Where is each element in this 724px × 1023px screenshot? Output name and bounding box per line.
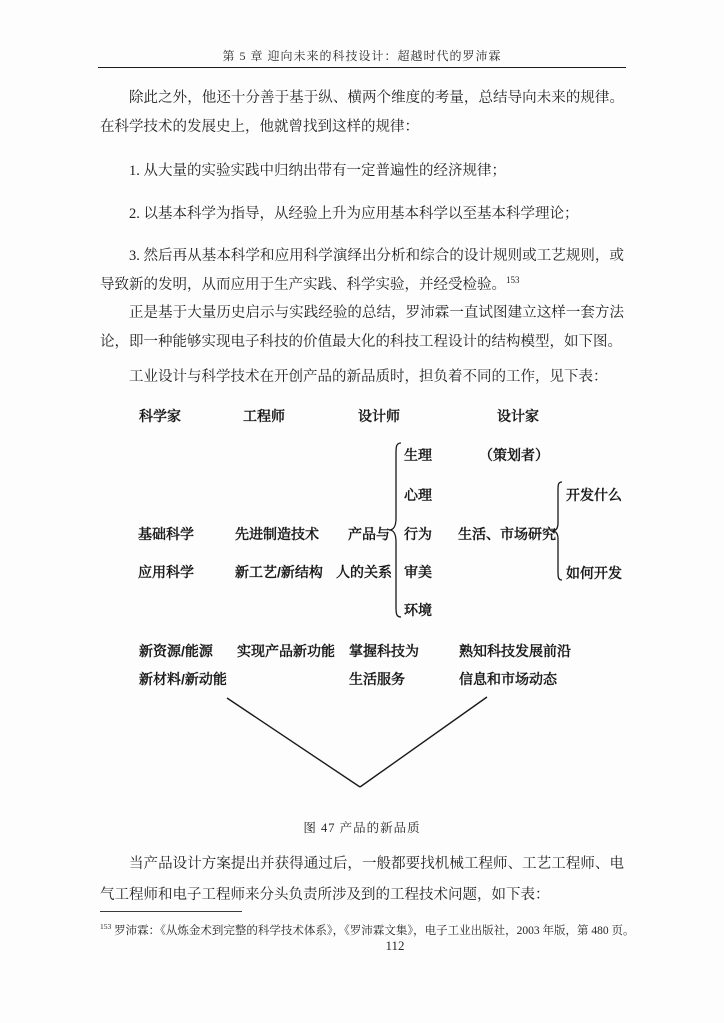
- diagram-know-tech-frontier-line2: 信息和市场动态: [459, 671, 557, 687]
- diagram-realize-new-functions: 实现产品新功能: [237, 643, 335, 659]
- diagram-header-design-master: 设计家: [497, 408, 539, 424]
- diagram-header-designer: 设计师: [358, 408, 400, 424]
- list-item-1: 1. 从大量的实验实践中归纳出带有一定普遍性的经济规律；: [129, 163, 506, 179]
- diagram-know-tech-frontier-line1: 熟知科技发展前沿: [459, 643, 571, 659]
- page-number: 112: [385, 938, 405, 953]
- diagram-header-scientist: 科学家: [139, 408, 181, 424]
- paragraph-methodology: 正是基于大量历史启示与实践经验的总结，罗沛霖一直试图建立这样一套方法论，即一种能够实现电子科技的价值最大化的科技工程设计的结构模型，如下图。: [100, 305, 624, 350]
- chapter-header: 第 5 章 迎向未来的科技设计：超越时代的罗沛霖: [222, 49, 502, 63]
- paragraph-intro: 除此之外，他还十分善于基于纵、横两个维度的考量，总结导向未来的规律。在科学技术的发展史上，他就曾找到这样的规律：: [100, 90, 624, 135]
- diagram-item-psychology: 心理: [404, 487, 432, 503]
- diagram-new-resources-energy: 新资源/能源: [139, 643, 213, 659]
- list-item-3-text: 3. 然后再从基本科学和应用科学演绎出分析和综合的设计规则或工艺规则，或导致新的发明，从而应用于生产实践、科学实验，并经受检验。: [100, 248, 624, 293]
- footnote-reference: 153: [506, 275, 520, 286]
- diagram-item-aesthetics: 审美: [404, 564, 432, 580]
- figure-diagram: [0, 400, 724, 800]
- diagram-how-to-develop: 如何开发: [566, 565, 622, 581]
- diagram-item-physiology: 生理: [404, 447, 432, 463]
- footnote-separator: [100, 911, 242, 912]
- list-item-3: [100, 242, 624, 300]
- diagram-new-materials-power: 新材料/新动能: [139, 671, 227, 687]
- diagram-human-relation: 人的关系: [336, 564, 392, 580]
- diagram-planner-note: （策划者）: [479, 447, 549, 463]
- footnote-marker: 153: [100, 922, 112, 931]
- diagram-item-environment: 环境: [404, 602, 432, 618]
- diagram-what-to-develop: 开发什么: [566, 487, 622, 503]
- diagram-item-behavior: 行为: [404, 526, 432, 542]
- diagram-advanced-manufacturing: 先进制造技术: [235, 526, 319, 542]
- diagram-applied-science: 应用科学: [138, 564, 194, 580]
- footnote-text: 罗沛霖：《从炼金术到完整的科学技术体系》，《罗沛霖文集》，电子工业出版社，2003 年版，第 480 页。: [114, 924, 635, 937]
- diagram-header-engineer: 工程师: [243, 408, 285, 424]
- diagram-basic-science: 基础科学: [138, 526, 194, 542]
- list-item-2: 2. 以基本科学为指导，从经验上升为应用基本科学以至基本科学理论；: [129, 206, 579, 222]
- converging-v-lines: [0, 400, 724, 800]
- diagram-new-process-structure: 新工艺/新结构: [235, 564, 323, 580]
- figure-caption: 图 47 产品的新品质: [303, 821, 421, 835]
- paragraph-table-intro: 工业设计与科学技术在开创产品的新品质时，担负着不同的工作，见下表：: [129, 369, 608, 385]
- paragraph-engineers: 当产品设计方案提出并获得通过后，一般都要找机械工程师、工艺工程师、电气工程师和电子工程师来分头负责所涉及到的工程技术问题，如下表：: [100, 856, 624, 903]
- diagram-life-market-research: 生活、市场研究: [458, 526, 556, 542]
- header-rule: [98, 67, 626, 68]
- diagram-product-and: 产品与: [348, 526, 390, 542]
- diagram-master-tech-line1: 掌握科技为: [349, 643, 419, 659]
- footnote: [100, 919, 660, 939]
- diagram-master-tech-line2: 生活服务: [349, 671, 405, 687]
